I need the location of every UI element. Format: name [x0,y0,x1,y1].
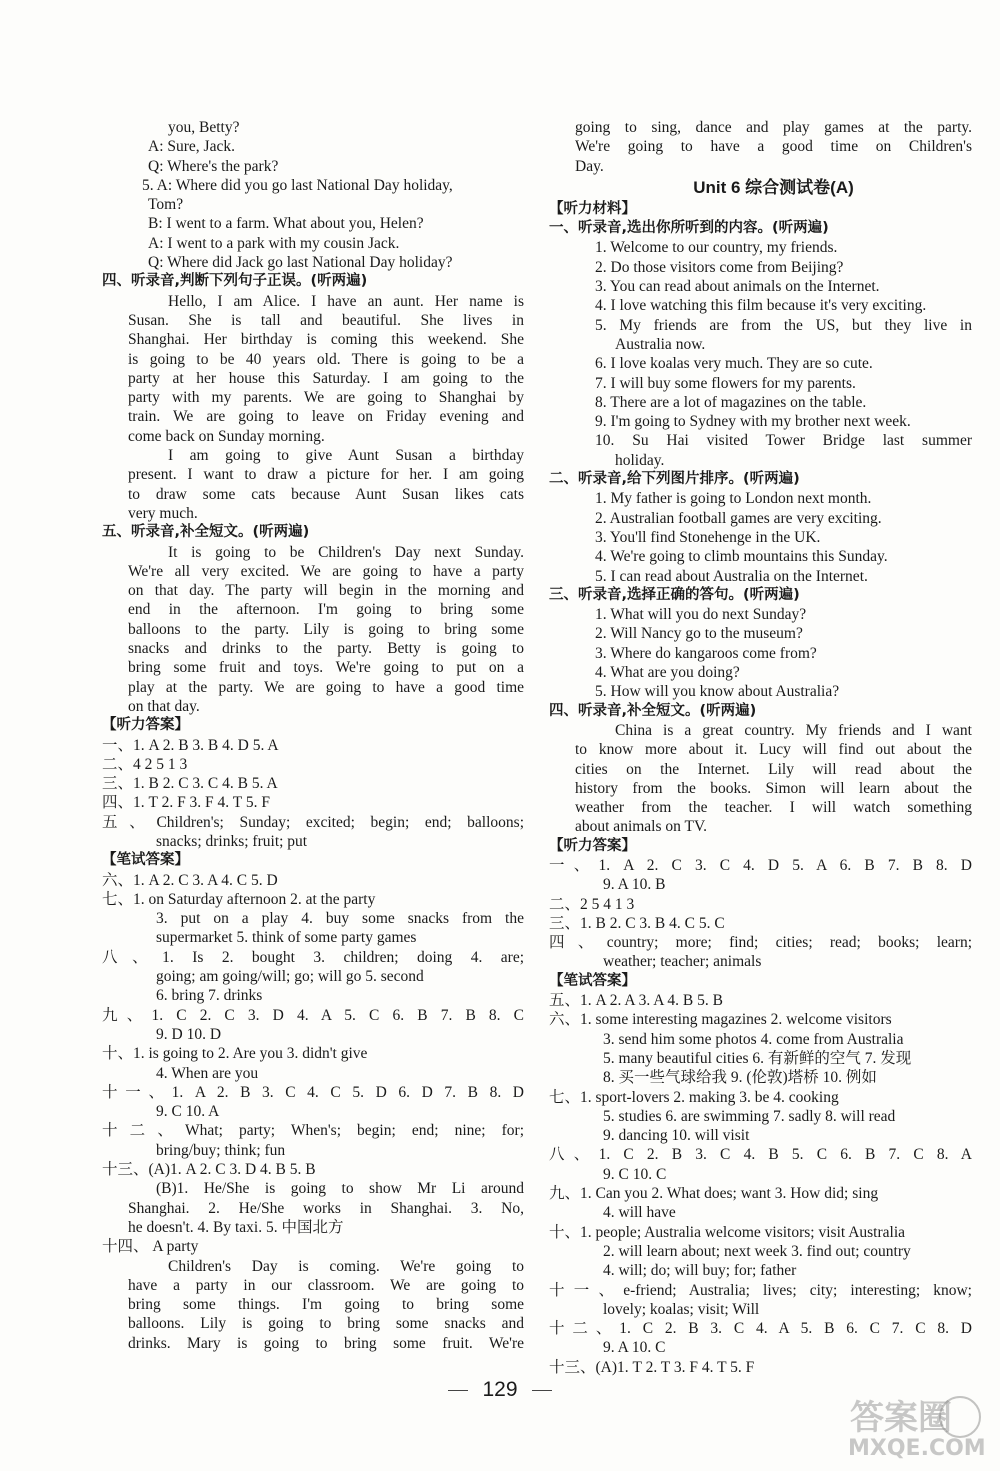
text-line: 4. We're going to climb mountains this Sunday. [595,548,888,566]
section-heading: 十、1. people; Australia welcome visitors; visit Australia [549,1223,906,1241]
text-line: bring some fruit and toys. We're going to put on a [128,659,524,677]
text-line: history from the books. Simon will learn about the [575,779,972,797]
text-line: A: Sure, Jack. [148,138,235,156]
text-line: Q: Where's the park? [148,157,279,175]
text-line: 9. I'm going to Sydney with my brother next week. [595,413,911,431]
text-line: 10. Su Hai visited Tower Bridge last summer [595,432,972,450]
text-line: Hello, I am Alice. I have an aunt. Her name is [168,292,524,310]
text-line: B: I went to a farm. What about you, Helen? [148,215,424,233]
text-line: Tom? [148,196,184,214]
text-line: Day. [575,157,604,175]
section-title: Unit 6 综合测试卷(A) [693,177,854,197]
text-line: A: I went to a park with my cousin Jack. [148,234,400,252]
section-heading: 四、1. T 2. F 3. F 4. T 5. F [102,794,270,812]
section-heading: 【听力答案】 [549,837,636,854]
watermark-top: 答案圈 [850,1398,952,1438]
text-line: 5. I can read about Australia on the Internet. [595,567,868,585]
text-line: play at the party. We are going to have a good time [128,678,524,696]
section-heading: 六、1. A 2. C 3. A 4. C 5. D [102,871,278,889]
section-heading: 4. will; do; will buy; for; father [603,1262,797,1280]
section-heading: 三、1. B 2. C 3. C 4. B 5. A [102,775,278,793]
text-line: have a party in our classroom. We are going to [128,1276,524,1294]
text-line: It is going to be Children's Day next Sunday. [168,543,524,561]
text-line: We're all very excited. We are going to have a party [128,562,524,580]
section-heading: 【笔试答案】 [549,972,636,989]
text-line: on that day. The party will begin in the morning and [128,582,524,600]
section-heading: 一、听录音,选出你所听到的内容。(听两遍) [549,220,829,237]
section-heading: 四、country; more; find; cities; read; books; learn; [549,934,972,952]
section-heading: 二、4 2 5 1 3 [102,755,188,773]
section-heading: 9. D 10. D [156,1025,222,1043]
text-line: 7. I will buy some flowers for my parents. [595,374,856,392]
text-line: weather from the teacher. I will watch something [575,799,972,817]
section-heading: going; am going/will; go; will go 5. second [156,968,424,986]
section-heading: supermarket 5. think of some party games [156,929,417,947]
text-line: is going to be 40 years old. There is going to be a [128,350,524,368]
section-heading: 4. When are you [156,1064,259,1082]
section-heading: 九、1. Can you 2. What does; want 3. How did; sing [549,1185,879,1203]
section-heading: 【笔试答案】 [102,852,189,869]
text-line: 6. I love koalas very much. They are so cute. [595,355,873,373]
text-line: Shanghai. Her birthday is coming this weekend. She [128,331,524,349]
text-line: party with my parents. We are going to Shanghai by [128,389,524,407]
section-heading: 九、1. C 2. C 3. D 4. A 5. C 6. B 7. B 8. C [102,1006,524,1024]
text-line: 4. What are you doing? [595,664,740,682]
section-heading: 十三、(A)1. T 2. T 3. F 4. T 5. F [549,1358,755,1376]
text-line: train. We are going to leave on Friday evening and [128,408,524,426]
text-line: drinks. Mary is going to bring some fruit. We're [128,1334,524,1352]
section-heading: lovely; koalas; visit; Will [603,1300,760,1318]
section-heading: 6. bring 7. drinks [156,987,263,1005]
text-line: 8. There are a lot of magazines on the table. [595,393,867,411]
section-heading: 三、1. B 2. C 3. B 4. C 5. C [549,914,725,932]
section-heading: 四、听录音,判断下列句子正误。(听两遍) [102,273,368,290]
section-heading: 五、1. A 2. A 3. A 4. B 5. B [549,992,723,1010]
text-line: Q: Where did Jack go last National Day holiday? [148,254,453,272]
text-line: 4. I love watching this film because it's very exciting. [595,297,927,315]
text-line: going to sing, dance and play games at the party. [575,119,972,136]
section-heading: 3. put on a play 4. buy some snacks from the [156,910,524,928]
section-heading: 七、1. sport-lovers 2. making 3. be 4. cooking [549,1088,839,1106]
text-line: to draw some cats because Aunt Susan likes cats [128,485,524,503]
text-line: 3. You can read about animals on the Internet. [595,278,880,296]
text-line: cities on the Internet. Lily will read about the [575,760,972,778]
text-line: 1. My father is going to London next month. [595,490,872,508]
section-heading: 【听力答案】 [102,717,189,734]
section-heading: 五、Children's; Sunday; excited; begin; end; balloons; [102,813,524,831]
watermark-bottom: MXQE.COM [848,1436,986,1461]
text-line: Children's Day is coming. We're going to [168,1257,524,1275]
text-line: China is a great country. My friends and I want [615,721,972,739]
section-heading: 4. will have [603,1204,676,1222]
text-line: to know more about it. Lucy will find out about the [575,741,972,759]
section-heading: 六、1. some interesting magazines 2. welcome visitors [549,1011,892,1029]
text-line: end in the afternoon. I'm going to bring some [128,601,524,619]
text-line: 2. Do those visitors come from Beijing? [595,258,844,276]
text-line: 1. What will you do next Sunday? [595,606,807,624]
section-heading: 9. C 10. C [603,1165,667,1183]
text-line: I am going to give Aunt Susan a birthday [168,447,524,465]
text-line: 2. Will Nancy go to the museum? [595,625,803,643]
section-heading: 八、1. C 2. B 3. C 4. B 5. C 6. B 7. C 8. A [549,1146,972,1164]
text-line: you, Betty? [168,119,240,136]
section-heading: 5. studies 6. are swimming 7. sadly 8. will read [603,1107,896,1125]
text-line: balloons to the party. Lily is going to bring some [128,620,524,638]
section-heading: 三、听录音,选择正确的答句。(听两遍) [549,586,800,603]
text-line: holiday. [615,451,665,469]
section-heading: 2. will learn about; next week 3. find out; country [603,1242,911,1260]
text-line: about animals on TV. [575,818,708,836]
section-heading: 9. A 10. B [603,876,666,894]
text-line: 5. A: Where did you go last National Day holiday, [142,176,453,194]
watermark-logo [840,1391,990,1461]
text-line: Shanghai. 2. He/She works in Shanghai. 3. No, [128,1199,524,1217]
section-heading: weather; teacher; animals [603,953,762,971]
section-heading: 二、2 5 4 1 3 [549,895,635,913]
section-heading: 二、听录音,给下列图片排序。(听两遍) [549,471,800,488]
text-line: 5. My friends are from the US, but they live in [595,316,972,334]
section-heading: snacks; drinks; fruit; put [156,832,308,850]
page-number: 129 [0,1378,1000,1402]
text-line: on that day. [128,697,200,715]
text-line: come back on Sunday morning. [128,427,325,445]
text-line: he doesn't. 4. By taxi. 5. 中国北方 [128,1218,344,1236]
text-line: 3. You'll find Stonehenge in the UK. [595,528,821,546]
text-line: Susan. She is tall and beautiful. She lives in [128,311,524,329]
section-heading: (B)1. He/She is going to show Mr Li around [156,1180,524,1198]
section-heading: 十二、What; party; When's; begin; end; nine; for; [102,1122,524,1140]
section-heading: 9. dancing 10. will visit [603,1127,750,1145]
text-line: 1. Welcome to our country, my friends. [595,239,838,257]
text-line: present. I want to draw a picture for her. I am going [128,466,524,484]
section-heading: 【听力材料】 [549,200,636,217]
section-heading: 一、1. A 2. B 3. B 4. D 5. A [102,736,279,754]
text-line: 5. How will you know about Australia? [595,683,840,701]
section-heading: 十三、(A)1. A 2. C 3. D 4. B 5. B [102,1161,316,1179]
section-heading: 十一、1. A 2. B 3. C 4. C 5. D 6. D 7. B 8. D [102,1083,524,1101]
section-heading: 一、1. A 2. C 3. C 4. D 5. A 6. B 7. B 8. D [549,856,972,874]
section-heading: 十一、e-friend; Australia; lives; city; interesting; know; [549,1281,972,1299]
text-line: Australia now. [615,335,706,353]
section-heading: 十四、 A party [102,1238,199,1256]
left-column [102,118,524,1353]
section-heading: 3. send him some photos 4. come from Australia [603,1030,904,1048]
text-line: balloons. Lily is going to bring some snacks and [128,1315,524,1333]
section-heading: 五、听录音,补全短文。(听两遍) [102,524,310,541]
section-heading: 8. 买一些气球给我 9. (伦敦)塔桥 10. 例如 [603,1069,877,1087]
right-column [549,118,972,1377]
text-line: snacks and drinks to the party. Betty is going to [128,640,524,658]
section-heading: 9. C 10. A [156,1103,220,1121]
section-heading: 十二、1. C 2. B 3. C 4. A 5. B 6. C 7. C 8. D [549,1320,972,1338]
text-line: party at her house this Saturday. I am going to the [128,369,524,387]
text-line: bring some things. I'm going to bring some [128,1296,524,1314]
section-heading: 9. A 10. C [603,1339,666,1357]
text-line: We're going to have a good time on Children's [575,138,972,156]
section-heading: 七、1. on Saturday afternoon 2. at the party [102,890,376,908]
section-heading: bring/buy; think; fun [156,1141,286,1159]
text-line: 2. Australian football games are very exciting. [595,509,882,527]
section-heading: 四、听录音,补全短文。(听两遍) [549,702,757,719]
section-heading: 八、1. Is 2. bought 3. children; doing 4. are; [102,948,524,966]
text-line: 3. Where do kangaroos come from? [595,644,817,662]
section-heading: 十、1. is going to 2. Are you 3. didn't give [102,1045,368,1063]
text-line: very much. [128,504,198,522]
section-heading: 5. many beautiful cities 6. 有新鲜的空气 7. 发现 [603,1049,912,1067]
